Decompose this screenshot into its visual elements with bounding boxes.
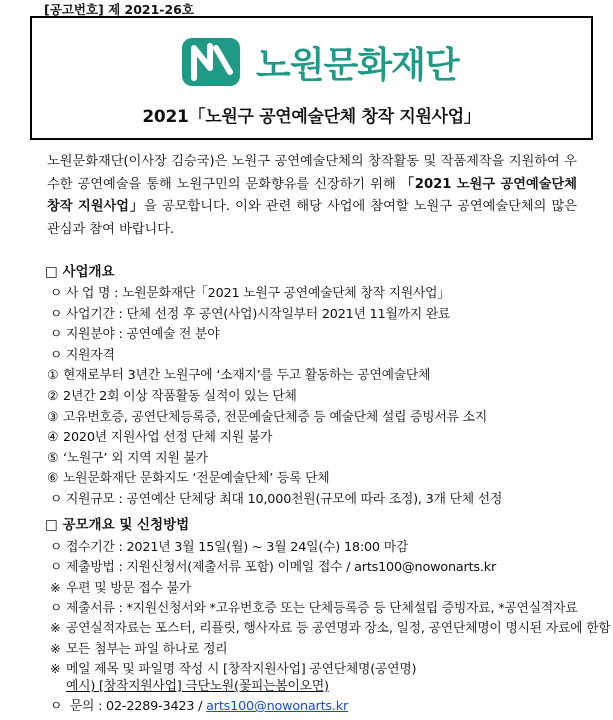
list-bullet: ㅇ [50, 306, 63, 322]
list-item-text: 메일 제목 및 파일명 작성 시 [창작지원사업] 공연단체명(공연명) [66, 661, 417, 677]
list-item [50, 556, 496, 575]
list-item [50, 282, 450, 301]
list-item [47, 385, 297, 404]
intro-paragraph [47, 151, 577, 241]
list-bullet: ③ [47, 409, 59, 425]
contact-bullet: ㅇ [50, 699, 63, 714]
list-item-text: 모든 첨부는 파일 하나로 정리 [66, 641, 228, 657]
section-heading-application: □ 공모개요 및 신청방법 [45, 517, 190, 533]
list-item [50, 323, 219, 342]
logo-text: 노원문화재단 [256, 44, 459, 86]
intro-text-2: 을 공모합니다. 이와 관련 해당 사업에 참여할 노원구 공연예술단체의 많은 관심과 참여 바랍니다. [47, 199, 577, 237]
list-bullet: ① [47, 368, 59, 384]
list-bullet: ④ [47, 430, 59, 446]
list-item [50, 536, 408, 555]
list-bullet: ※ [50, 641, 61, 657]
list-bullet: ㅇ [50, 286, 63, 301]
list-item [47, 447, 208, 466]
list-bullet: ② [47, 389, 59, 404]
example-text: 예시) [창작지원사업] 극단노원(꽃피는봄이오면) [66, 679, 329, 694]
list-bullet: ⑤ [47, 450, 59, 466]
list-bullet: ※ [50, 661, 61, 677]
list-item [50, 597, 577, 616]
logo [180, 32, 459, 92]
list-item-text: 사업기간 : 단체 선정 후 공연(사업)시작일부터 2021년 11월까지 완료 [66, 306, 451, 322]
list-bullet: ※ [50, 580, 61, 596]
list-item [50, 617, 611, 636]
list-item [47, 406, 487, 425]
contact-line [50, 695, 348, 714]
list-bullet: ⑥ [47, 471, 59, 487]
title-box [30, 16, 593, 140]
list-item-text: 지원자격 [66, 347, 115, 363]
list-item [47, 467, 329, 486]
list-item [50, 303, 450, 322]
list-item-text: 2년간 2회 이상 작품활동 실적이 있는 단체 [63, 389, 297, 404]
list-bullet: ㅇ [50, 347, 63, 363]
list-item-text: 사 업 명 : 노원문화재단「2021 노원구 공연예술단체 창작 지원사업」 [66, 286, 450, 301]
list-bullet: ㅇ [50, 560, 63, 576]
list-item-text: 2020년 지원사업 선정 단체 지원 불가 [63, 430, 273, 446]
intro-bold-title: 「2021 노원구 공연예술단체 창작 지원사업」 [47, 176, 577, 214]
list-item-text: 공연실적자료는 포스터, 리플릿, 행사자료 등 공연명과 장소, 일정, 공연단체명이 명시된 자료에 한함 [66, 621, 611, 637]
list-bullet: ㅇ [50, 600, 63, 616]
list-item-text: 우편 및 방문 접수 불가 [66, 580, 191, 596]
contact-email-link[interactable]: arts100@nowonarts.kr [206, 699, 349, 714]
notice-number: [공고번호] 제 2021-26호 [44, 2, 194, 17]
list-item-text: 현재로부터 3년간 노원구에 ‘소재지’를 두고 활동하는 공연예술단체 [63, 368, 431, 384]
contact-prefix: 문의 : 02-2289-3423 / [69, 699, 207, 714]
list-item-text: 접수기간 : 2021년 3월 15일(월) ~ 3월 24일(수) 18:00 마감 [66, 540, 409, 555]
list-item [50, 638, 227, 657]
list-item [50, 344, 115, 363]
list-item-text: ‘노원구’ 외 지역 지원 불가 [63, 450, 208, 466]
list-item-text: 지원분야 : 공연예술 전 분야 [66, 327, 220, 343]
nowon-n-logo-icon [180, 34, 242, 90]
section-heading-overview: □ 사업개요 [45, 264, 115, 280]
list-item-text: 제출방법 : 지원신청서(제출서류 포함) 이메일 접수 / arts100@nowonarts.kr [66, 560, 497, 576]
list-item [47, 426, 272, 445]
list-bullet: ㅇ [50, 540, 63, 555]
list-bullet: ㅇ [50, 327, 63, 343]
list-item-text: 제출서류 : *지원신청서와 *고유번호증 또는 단체등록증 등 단체설립 증빙자료, *공연실적자료 [66, 600, 578, 616]
page-title: 2021「노원구 공연예술단체 창작 지원사업」 [142, 107, 481, 127]
list-item [50, 658, 416, 677]
intro-text-1: 노원문화재단(이사장 김승국)은 노원구 공연예술단체의 창작활동 및 작품제작을 지원하여 우수한 공연예술을 통해 노원구민의 문화향유를 신장하기 위해 [47, 154, 577, 192]
list-item [50, 577, 191, 596]
list-item-text: 노원문화재단 문화지도 ‘전문예술단체’ 등록 단체 [63, 471, 330, 487]
list-bullet: ※ [50, 621, 61, 637]
list-bullet: ㅇ [50, 492, 63, 507]
list-item [47, 364, 430, 383]
list-item-text: 고유번호증, 공연단체등록증, 전문예술단체증 등 예술단체 설립 증빙서류 소지 [63, 409, 487, 425]
list-item [50, 488, 502, 507]
example-line [66, 675, 329, 694]
list-item-text: 지원규모 : 공연예산 단체당 최대 10,000천원(규모에 따라 조정), 3개 단체 선정 [66, 492, 503, 507]
